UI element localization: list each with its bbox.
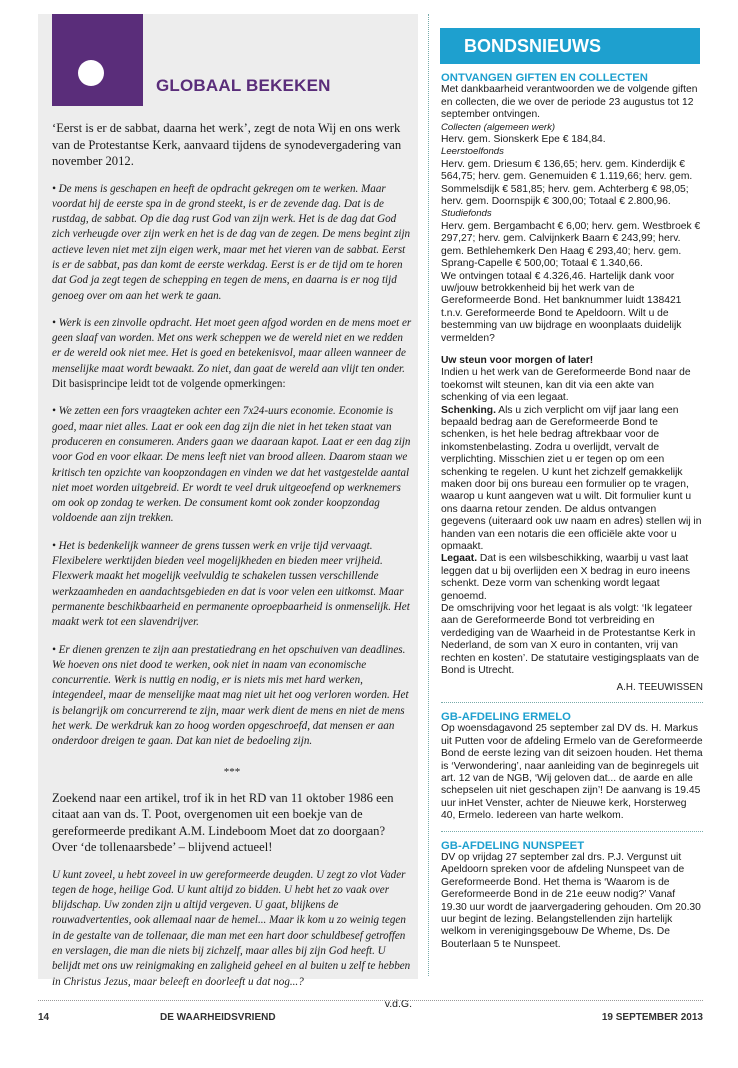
giften-subhead-leerstoelfonds: Leerstoelfonds — [441, 146, 504, 158]
article-paragraph-4: • Het is bedenkelijk wanneer de grens tussen werk en vrije tijd vervaagt. Flexibelere werktijden bieden veel mogelijkheden en bieden meer vrijheid. Flexwerk maakt het mogelijk veelvuldig te schakelen tussen verschillende werkzaamheden en aandachtsgebieden en dat is voor velen een uitkomst. Maar permanente beschikbaarheid en permanente oproepbaarheid is onmenselijk. Het maakt werk tot een slavendrijver. — [52, 539, 410, 629]
giften-title: ONTVANGEN GIFTEN EN COLLECTEN — [441, 72, 648, 84]
steun-signature: A.H. TEEUWISSEN — [616, 681, 703, 693]
right-column — [441, 72, 703, 951]
page-number: 14 — [38, 1012, 50, 1023]
publication-date: 19 SEPTEMBER 2013 — [601, 1012, 703, 1023]
article-paragraph-2: • Werk is een zinvolle opdracht. Het moet geen afgod worden en de mens moet er geen slaaf van worden. Met ons werk scheppen we de wereld niet en we redden er de wereld ook niet mee. Het is goed en betekenisvol, maar alleen wanneer de menselijke maat wordt bewaakt. Zo niet, dan gaat de wereld aan vlijt ten onder. — [52, 316, 412, 375]
article-quote: U kunt zoveel, u hebt zoveel in uw gereformeerde deugden. U zegt zo vlot Vader tegen de hoge, heilige God. U kunt altijd zo bidden. U hebt het zo vaak over blijdschap. Uw zonden zijn u altijd vergeven. U gaat, blijkens de rouwadvertenties, ook allemaal naar de hemel... Maar ik kom u zo weinig tegen in de gestalte van de tollenaar, die man met een hart door schuldbesef getroffen en verslagen, die man die niets bij zichzelf, maar alles bij zijn God heeft. U belijdt met ons uw reinigmaking en zaligheid geheel en al buiten u zelf te hebben in Christus Jezus, maar beleeft en doorleeft u dat nog...? — [52, 868, 411, 988]
giften-subhead-studiefonds: Studiefonds — [441, 208, 492, 220]
article-intro: ‘Eerst is er de sabbat, daarna het werk’, zegt de nota Wij en ons werk van de Protestantse Kerk, aanvaard tijdens de synodevergadering van november 2012. — [52, 121, 402, 168]
schenking-label: Schenking. — [441, 404, 496, 416]
circle-icon — [78, 60, 104, 86]
footer-rule — [38, 1000, 703, 1001]
section-separator — [441, 702, 703, 703]
article-paragraph-1: • De mens is geschapen en heeft de opdracht gekregen om te werken. Maar voordat hij de eerste spa in de grond steekt, is er de zevende dag. Dat is de rustdag, de sabbat. Op die dag rust God van zijn werk. Het is de dag dat God zich verheugde over zijn werk en het is de dag van de zegen. De mens begint zijn actieve leven niet met zijn eigen werk, maar met het vieren van de sabbat. Eerst is er de sabbat, pas dan komt de eerste werkdag. Eerst is er de tijd om te horen dat God ja zegt tegen de schepping en tegen de mens, en daarna is er nog tijd genoeg over om aan het werk te gaan. — [52, 182, 411, 302]
steun-title: Uw steun voor morgen of later! — [441, 354, 594, 366]
steun-schenking — [441, 405, 703, 554]
article-paragraph-2b: Dit basisprincipe leidt tot de volgende opmerkingen: — [52, 378, 286, 391]
section-title: GLOBAAL BEKEKEN — [156, 76, 331, 95]
article-signature: v.d.G. — [384, 997, 412, 1010]
steun-intro: Indien u het werk van de Gereformeerde Bond naar de toekomst wilt steunen, kan dit via een akte van schenking of via een legaat. — [441, 367, 691, 404]
legaat-label: Legaat. — [441, 553, 478, 565]
section-logo-block — [52, 14, 143, 106]
giften-subhead-collecten: Collecten (algemeen werk) — [441, 121, 556, 133]
steun-legaat — [441, 553, 703, 603]
giften-studiefonds: Herv. gem. Bergambacht € 6,00; herv. gem. Westbroek € 297,27; herv. gem. Calvijnkerk Baarn € 243,99; herv. gem. Bethlehemkerk Den Haag € 293,40; herv. gem. Sprang-Capelle € 500,00; Totaal € 1.340,66. — [441, 220, 701, 270]
section-divider-stars: *** — [223, 765, 241, 778]
article-paragraph-5: • Er dienen grenzen te zijn aan prestatiedrang en het opschuiven van deadlines. We hoeven ons niet dood te werken, ook niet in naam van economische concurrentie. Werk is nuttig en nodig, er is niets mis met hard werken, integendeel, maar de menselijke maat mag niet uit het oog verloren worden. Het is belangrijk om concurrerend te zijn, maar werk dient de mens en niet de mens het werk. De werkdruk kan zo hoog worden opgeschroefd, dat mensen er aan onderdoor dreigen te gaan. Dat kan niet de bedoeling zijn. — [52, 643, 409, 748]
giften-totaal: We ontvingen totaal € 4.326,46. Hartelijk dank voor uw/jouw betrokkenheid bij het werk van de Gereformeerde Bond. Het banknummer luidt 138421 t.n.v. Gereformeerde Bond te Apeldoorn. Wilt u de bestemming van uw bijdrage en woonplaats duidelijk vermelden? — [441, 270, 682, 344]
legaat-text: Dat is een wilsbeschikking, waarbij u vast laat leggen dat u bij overlijden een X bedrag in euro ineens schenkt. Deze vorm van schenking wordt legaat genoemd. — [441, 553, 691, 602]
ermelo-title: GB-AFDELING ERMELO — [441, 710, 571, 723]
steun-omschrijving: De omschrijving voor het legaat is als volgt: ‘Ik legateer aan de Gereformeerde Bond tot verbreiding en verdediging van de Waarheid in de Protestantse Kerk in Nederland, de som van X euro in contanten, vrij van rechten en kosten’. De statutaire vestigingsplaats van de Bond is Utrecht. — [441, 603, 700, 677]
column-divider — [428, 14, 429, 976]
article-paragraph-3: • We zetten een fors vraagteken achter een 7x24-uurs economie. Economie is goed, maar niet alles. Laat er ook een dag zijn die niet in het teken staat van produceren en consumeren. Anders gaan we daaraan kapot. Laat er een dag zijn voor God en voor elkaar. De mens leeft niet van brood alleen. Daarom staan we kritisch ten opzichte van koopzondagen en vinden we dat het vastgestelde aantal niet moet worden uitgebreid. Er wordt te veel druk uitgeoefend op werknemers om ook op zondag te werken. De consument komt ook zonder koopzondag voldoende aan zijn trekken. — [52, 405, 411, 525]
schenking-text: Als u zich verplicht om vijf jaar lang een bepaald bedrag aan de Gereformeerde Bond te schenken, is het hele bedrag aftrekbaar voor de inkomstenbelasting. Zodra u overlijdt, vervalt de verplichting. Misschien ziet u er tegen op om een schenking te regelen. U kunt het zichzelf gemakkelijk maken door bij ons bureau een formulier op te vragen, waarop u kunt aangeven wat u wilt. Dit formulier kunt u ons daarna retour zenden. De aldus ontvangen gegevens (uiteraard ook uw naam en adres) stellen wij in handen van een notaris die een officiële akte voor u opmaakt. — [441, 404, 702, 553]
bondsnieuws-banner: BONDSNIEUWS — [440, 28, 700, 64]
giften-leerstoelfonds: Herv. gem. Driesum € 136,65; herv. gem. Kinderdijk € 564,75; herv. gem. Genemuiden € 1.119,66; herv. gem. Sommelsdijk € 581,85; herv. gem. Achterberg € 98,05; herv. gem. Doornspijk € 300,00; Totaal € 2.800,96. — [441, 158, 693, 208]
nunspeet-text: DV op vrijdag 27 september zal drs. P.J. Vergunst uit Apeldoorn spreken voor de afdeling Nunspeet van de Gereformeerde Bond. Het thema is ‘Waarom is de Gereformeerde Bond in de 21e eeuw nodig?’ Vanaf 19.30 uur wordt de jaarvergadering gehouden. Om 20.30 uur begint de lezing. Belangstellenden zijn hartelijk welkom in verenigingsgebouw De Wheme, Ds. De Bouterlaan 5 te Nunspeet. — [441, 851, 701, 950]
article-body — [52, 120, 412, 1010]
publication-name: DE WAARHEIDSVRIEND — [160, 1012, 276, 1023]
ermelo-text: Op woensdagavond 25 september zal DV ds. H. Markus uit Putten voor de afdeling Ermelo van de Gereformeerde Bond de eerste lezing van dit seizoen houden. Het thema is ‘Verwondering’, naar aanleiding van de beginregels uit art. 12 van de NGB, ‘Wij geloven dat... de aarde en alle schepselen uit niet geschapen zijn’! De aanvang is 19.45 uur inHet Venster, achter de Nieuwe kerk, Horsterweg 40, Ermelo. Iedereen van harte welkom. — [441, 723, 703, 822]
giften-intro: Met dankbaarheid verantwoorden we de volgende giften en collecten, die we over de periode 23 augustus tot 12 september ontvingen. — [441, 84, 698, 121]
section-separator — [441, 831, 703, 832]
giften-collecten: Herv. gem. Sionskerk Epe € 184,84. — [441, 134, 606, 146]
article-paragraph-6: Zoekend naar een artikel, trof ik in het RD van 11 oktober 1986 een citaat aan van ds. T. Poot, overgenomen uit een boekje van de gereformeerde predikant A.M. Lindeboom Moet dat zo doorgaan? Over ‘de tollenaarsbede’ – blijvend actueel! — [52, 790, 394, 855]
nunspeet-title: GB-AFDELING NUNSPEET — [441, 839, 585, 852]
